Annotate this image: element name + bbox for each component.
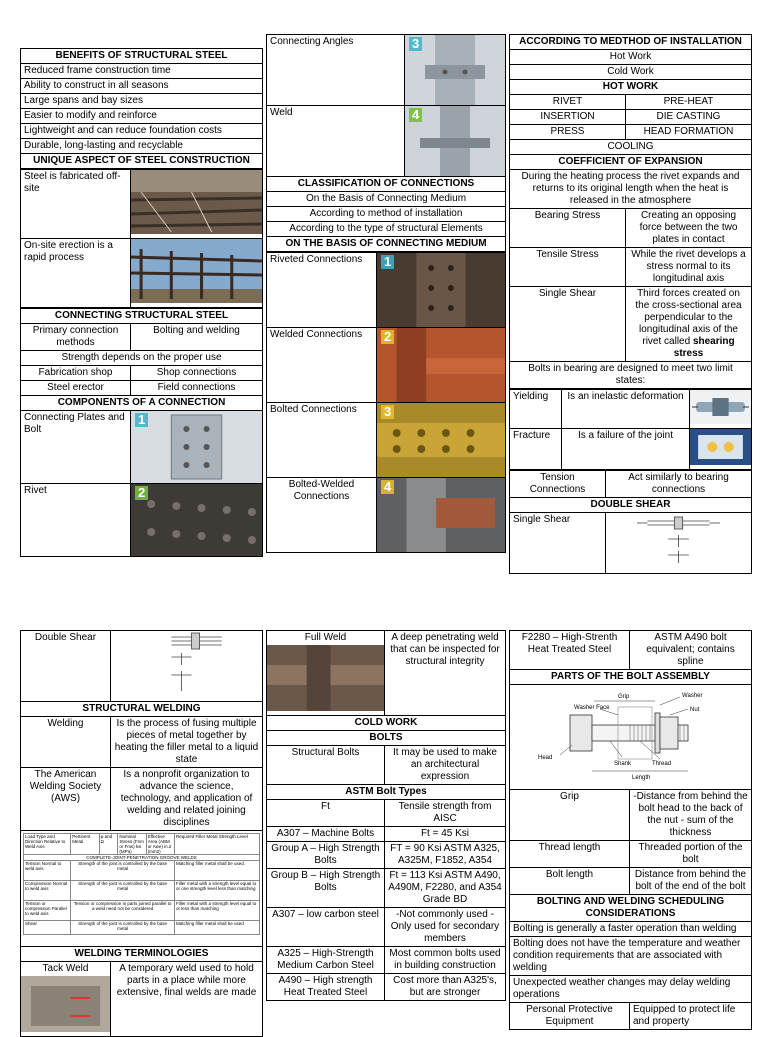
ft-text: Tensile strength from AISC: [385, 800, 506, 827]
welded-connections: Welded Connections: [267, 328, 377, 403]
benefit-item: Large spans and bay sizes: [21, 94, 263, 109]
ppe-label: Personal Protective Equipment: [510, 1003, 630, 1030]
hot-work-item: Hot Work: [510, 50, 752, 65]
diagram-label: Length: [632, 775, 651, 781]
bearing-text: Creating an opposing force between the two plates in contact: [626, 209, 752, 248]
hot-step: HEAD FORMATION: [626, 125, 752, 140]
bolt-spec: Ft = 45 Ksi: [385, 827, 506, 842]
structural-welding-title: STRUCTURAL WELDING: [21, 702, 263, 717]
benefit-item: Lightweight and can reduce foundation costs: [21, 124, 263, 139]
tack-weld-text: A temporary weld used to hold parts in a place while more extensive, final welds are made: [111, 962, 263, 1037]
diagram-label: Washer Face: [574, 705, 610, 711]
rivet-photo: [131, 484, 263, 557]
column-installation: [509, 34, 752, 574]
hot-step: PRE-HEAT: [626, 95, 752, 110]
mini-header: Required Filler Metal Strength Level: [175, 834, 260, 855]
bolt-type: A490 – High strength Heat Treated Steel: [267, 974, 385, 1001]
classification-title: CLASSIFICATION OF CONNECTIONS: [267, 177, 506, 192]
install-title: ACCORDING TO MEDTHOD OF INSTALLATION: [510, 35, 752, 50]
badge-number: 4: [381, 480, 394, 494]
mini-cell: Compression Normal to weld axis: [24, 881, 71, 901]
column-bolt-assembly: [509, 630, 752, 1030]
riveted-connections: Riveted Connections: [267, 253, 377, 328]
mini-cell: Matching filler metal shall be used: [175, 921, 260, 935]
mini-header: φ and Ω: [99, 834, 118, 855]
fracture-label: Fracture: [510, 429, 562, 470]
bolt-type: A307 – Machine Bolts: [267, 827, 385, 842]
welding-label: Welding: [21, 717, 111, 768]
bolt-type: A325 – High-Strength Medium Carbon Steel: [267, 947, 385, 974]
scheduling-item: Bolting is generally a faster operation than welding: [510, 922, 752, 937]
weld-photo: [405, 106, 506, 177]
scheduling-item: Unexpected weather changes may delay welding operations: [510, 976, 752, 1003]
tension-label: Tension Connections: [510, 471, 606, 498]
welding-text: Is the process of fusing multiple pieces of metal together by heating the filler metal to a liquid state: [111, 717, 263, 768]
fracture-text: Is a failure of the joint: [562, 429, 690, 470]
mini-header: Pertinent Metal: [71, 834, 99, 855]
aws-text: Is a nonprofit organization to advance the science, technology, and application of welding and related joining disciplines: [111, 768, 263, 831]
mini-header: Nominal Stress (Fnm or Fnw) ksi (MPa): [118, 834, 146, 855]
shearing-stress-term: shearing stress: [673, 336, 735, 359]
f2280-text: ASTM A490 bolt equivalent; contains spline: [630, 631, 752, 670]
astm-title: ASTM Bolt Types: [267, 785, 506, 800]
bolt-length-label: Bolt length: [510, 868, 630, 895]
benefit-item: Easier to modify and reinforce: [21, 109, 263, 124]
yielding-figure: [690, 390, 752, 429]
mini-cell: Tension or compression in parts joined parallel to a weld need not be considered: [71, 901, 175, 921]
welded-photo: [377, 328, 506, 403]
erection-photo: [131, 239, 263, 308]
tensile-text: While the rivet develops a stress normal to its longitudinal axis: [626, 248, 752, 287]
column-classification: [266, 34, 506, 553]
hot-step: PRESS: [510, 125, 626, 140]
benefit-item: Durable, long-lasting and recyclable: [21, 139, 263, 154]
badge-number: 3: [381, 405, 394, 419]
bolt-spec: FT = 90 Ksi ASTM A325, A325M, F1852, A354: [385, 842, 506, 869]
benefit-item: Reduced frame construction time: [21, 64, 263, 79]
component-plates: Connecting Plates and Bolt: [21, 411, 131, 484]
double-shear-diagram: [111, 631, 263, 702]
coef-title: COEFFICIENT OF EXPANSION: [510, 155, 752, 170]
single-shear-label: Single Shear: [510, 287, 626, 362]
mini-header: Load Type and Direction Relative to Weld Axis: [24, 834, 71, 855]
single-shear-desc: Third forces created on the cross-sectional area perpendicular to the longitudinal axis of the rivet called: [635, 288, 742, 347]
mini-cell: Matching filler metal shall be used.: [175, 861, 260, 881]
cold-work-item: Cold Work: [510, 65, 752, 80]
yielding-label: Yielding: [510, 390, 562, 429]
bolted-connections: Bolted Connections: [267, 403, 377, 478]
steel-erector: Steel erector: [21, 381, 131, 396]
scheduling-item: Bolting does not have the temperature and weather condition requirements that are associated with welding: [510, 937, 752, 976]
cooling: COOLING: [510, 140, 752, 155]
benefits-title: BENEFITS OF STRUCTURAL STEEL: [21, 49, 263, 64]
diagram-label: Grip: [618, 694, 630, 700]
mini-cell: Shear: [24, 921, 71, 935]
classification-item: According to the type of structural Elements: [267, 222, 506, 237]
mini-cell: Filler metal with a strength level equal to or one strength level less than matching: [175, 881, 260, 901]
grip-text: -Distance from behind the bolt head to the back of the nut - sum of the thickness: [630, 790, 752, 841]
primary-label: Primary connection methods: [21, 324, 131, 351]
double-shear-label: Double Shear: [21, 631, 111, 702]
bolt-spec: -Not commonly used -Only used for secondary members: [385, 908, 506, 947]
bolt-assembly-diagram: [510, 685, 752, 790]
mini-cell: Strength of the joint is controlled by the base metal: [71, 921, 175, 935]
structural-bolts-label: Structural Bolts: [267, 746, 385, 785]
mini-cell: Strength of the joint is controlled by the base metal: [71, 861, 175, 881]
mini-cell: Filler metal with a strength level equal to or less than matching: [175, 901, 260, 921]
ft-label: Ft: [267, 800, 385, 827]
mini-cell: Tension or compression Parallel to weld axis: [24, 901, 71, 921]
mini-cell: Strength of the joint is controlled by the base metal: [71, 881, 175, 901]
classification-item: According to method of installation: [267, 207, 506, 222]
bolted-welded-connections: Bolted-Welded Connections: [267, 478, 377, 553]
unique-offsite: Steel is fabricated off-site: [21, 170, 131, 239]
bolt-type: Group A – High Strength Bolts: [267, 842, 385, 869]
ppe-text: Equipped to protect life and property: [630, 1003, 752, 1030]
diagram-label: Nut: [690, 707, 700, 713]
diagram-label: Head: [538, 755, 553, 761]
bolt-diagram-svg: [510, 685, 751, 785]
badge-number: 2: [135, 486, 148, 500]
connecting-angles: Connecting Angles: [267, 35, 405, 106]
connecting-title: CONNECTING STRUCTURAL STEEL: [21, 309, 263, 324]
thread-length-text: Threaded portion of the bolt: [630, 841, 752, 868]
coef-text: During the heating process the rivet expands and returns to its original length when the heat is released in the atmosphere: [510, 170, 752, 209]
bolts-title: BOLTS: [267, 731, 506, 746]
f2280-label: F2280 – High-Strenth Heat Treated Steel: [510, 631, 630, 670]
aws-label: The American Welding Society (AWS): [21, 768, 111, 831]
column-welding: [20, 630, 263, 1037]
bolt-type: A307 – low carbon steel: [267, 908, 385, 947]
tack-weld-label: Tack Weld: [42, 963, 89, 974]
unique-title: UNIQUE ASPECT OF STEEL CONSTRUCTION: [21, 154, 263, 169]
single-shear-diagram: [606, 513, 752, 574]
bolt-spec: Cost more than A325's, but are stronger: [385, 974, 506, 1001]
hot-step: RIVET: [510, 95, 626, 110]
weld-strength-table: [21, 831, 263, 947]
diagram-label: Washer: [682, 693, 703, 699]
bolted-welded-photo: [377, 478, 506, 553]
full-weld-photo: [267, 645, 384, 711]
classification-item: On the Basis of Connecting Medium: [267, 192, 506, 207]
scheduling-title: BOLTING AND WELDING SCHEDULING CONSIDERATIONS: [510, 895, 752, 922]
field-connections: Field connections: [131, 381, 263, 396]
structural-bolts-text: It may be used to make an architectural expression: [385, 746, 506, 785]
weld: Weld: [267, 106, 405, 177]
hot-work-title: HOT WORK: [510, 80, 752, 95]
diagram-label: Shank: [614, 761, 632, 767]
parts-title: PARTS OF THE BOLT ASSEMBLY: [510, 670, 752, 685]
badge-number: 2: [381, 330, 394, 344]
thread-length-label: Thread length: [510, 841, 630, 868]
mini-header: Effective Area (ABM or Awe) in.2 (mm2): [146, 834, 174, 855]
full-weld-text: A deep penetrating weld that can be inspected for structural integrity: [385, 631, 506, 716]
fab-shop: Fabrication shop: [21, 366, 131, 381]
primary-value: Bolting and welding: [131, 324, 263, 351]
bolt-length-text: Distance from behind the bolt of the end of the bolt: [630, 868, 752, 895]
component-rivet: Rivet: [21, 484, 131, 557]
fracture-figure: [690, 429, 752, 470]
welding-terminologies-title: WELDING TERMINOLOGIES: [21, 947, 263, 962]
full-weld-cell: [267, 631, 385, 716]
riveted-photo: [377, 253, 506, 328]
single-shear-text: [626, 287, 752, 362]
components-title: COMPONENTS OF A CONNECTION: [21, 396, 263, 411]
cold-work-title: COLD WORK: [267, 716, 506, 731]
tension-text: Act similarly to bearing connections: [606, 471, 752, 498]
bolts-bearing-note: Bolts in bearing are designed to meet two limit states:: [510, 362, 752, 389]
angles-photo: [405, 35, 506, 106]
strength-note: Strength depends on the proper use: [21, 351, 263, 366]
bolted-photo: [377, 403, 506, 478]
diagram-label: Thread: [652, 761, 672, 767]
medium-title: ON THE BASIS OF CONNECTING MEDIUM: [267, 237, 506, 252]
tensile-label: Tensile Stress: [510, 248, 626, 287]
shop-connections: Shop connections: [131, 366, 263, 381]
badge-number: 1: [381, 255, 394, 269]
column-benefits: [20, 48, 263, 557]
single-shear-label-2: Single Shear: [510, 513, 606, 574]
benefit-item: Ability to construct in all seasons: [21, 79, 263, 94]
hot-step: DIE CASTING: [626, 110, 752, 125]
badge-number: 4: [409, 108, 422, 122]
mini-section: COMPLETE-JOINT-PENETRATION GROOVE WELDS: [24, 855, 260, 861]
bearing-label: Bearing Stress: [510, 209, 626, 248]
hot-step: INSERTION: [510, 110, 626, 125]
column-bolts: [266, 630, 506, 1001]
grip-label: Grip: [510, 790, 630, 841]
bolt-type: Group B – High Strength Bolts: [267, 869, 385, 908]
tack-weld-cell: [21, 962, 111, 1037]
badge-number: 1: [135, 413, 148, 427]
mini-cell: Tension Normal to weld axis: [24, 861, 71, 881]
bolt-spec: Most common bolts used in building construction: [385, 947, 506, 974]
double-shear-title: DOUBLE SHEAR: [510, 498, 752, 513]
plates-photo: [131, 411, 263, 484]
unique-erection: On-site erection is a rapid process: [21, 239, 131, 308]
bolt-spec: Ft = 113 Ksi ASTM A490, A490M, F2280, and A354 Grade BD: [385, 869, 506, 908]
badge-number: 3: [409, 37, 422, 51]
offsite-photo: [131, 170, 263, 239]
yielding-text: Is an inelastic deformation: [562, 390, 690, 429]
full-weld-label: Full Weld: [304, 632, 347, 643]
